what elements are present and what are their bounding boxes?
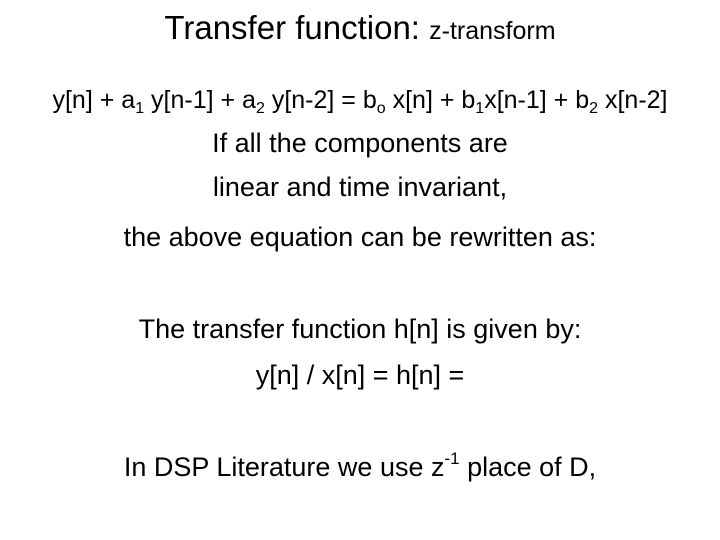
- eq-part: x[n-1] + b: [484, 86, 590, 114]
- difference-equation: [0, 84, 720, 116]
- eq-subscript: 2: [589, 100, 599, 117]
- text-line: The transfer function h[n] is given by:: [138, 314, 582, 344]
- eq-part: y[n] + a: [52, 86, 136, 114]
- title-sub: z-transform: [429, 17, 556, 45]
- eq-subscript: 1: [475, 100, 485, 117]
- eq-subscript: 2: [255, 100, 265, 117]
- eq-subscript: o: [376, 100, 386, 117]
- text-line: y[n] / x[n] = h[n] =: [255, 360, 465, 390]
- eq-part: y[n-2] = b: [264, 86, 377, 114]
- title-main: Transfer function:: [164, 9, 430, 46]
- text-part: linear: [212, 172, 279, 202]
- text-part: place of D,: [459, 452, 597, 482]
- text-part: In DSP Literature we use z: [123, 452, 445, 482]
- text-part: and: [278, 172, 340, 202]
- eq-part: x[n-2]: [598, 86, 668, 114]
- slide-title: [0, 8, 720, 51]
- eq-subscript: 1: [135, 100, 145, 117]
- text-line: the above equation can be rewritten as:: [123, 222, 597, 252]
- eq-part: x[n] + b: [385, 86, 476, 114]
- text-line: If all the components are: [212, 128, 508, 158]
- superscript: -1: [444, 449, 460, 468]
- text-part: time invariant,: [339, 172, 508, 202]
- eq-part: y[n-1] + a: [144, 86, 256, 114]
- text-line: [0, 450, 720, 484]
- text-line: [0, 170, 720, 204]
